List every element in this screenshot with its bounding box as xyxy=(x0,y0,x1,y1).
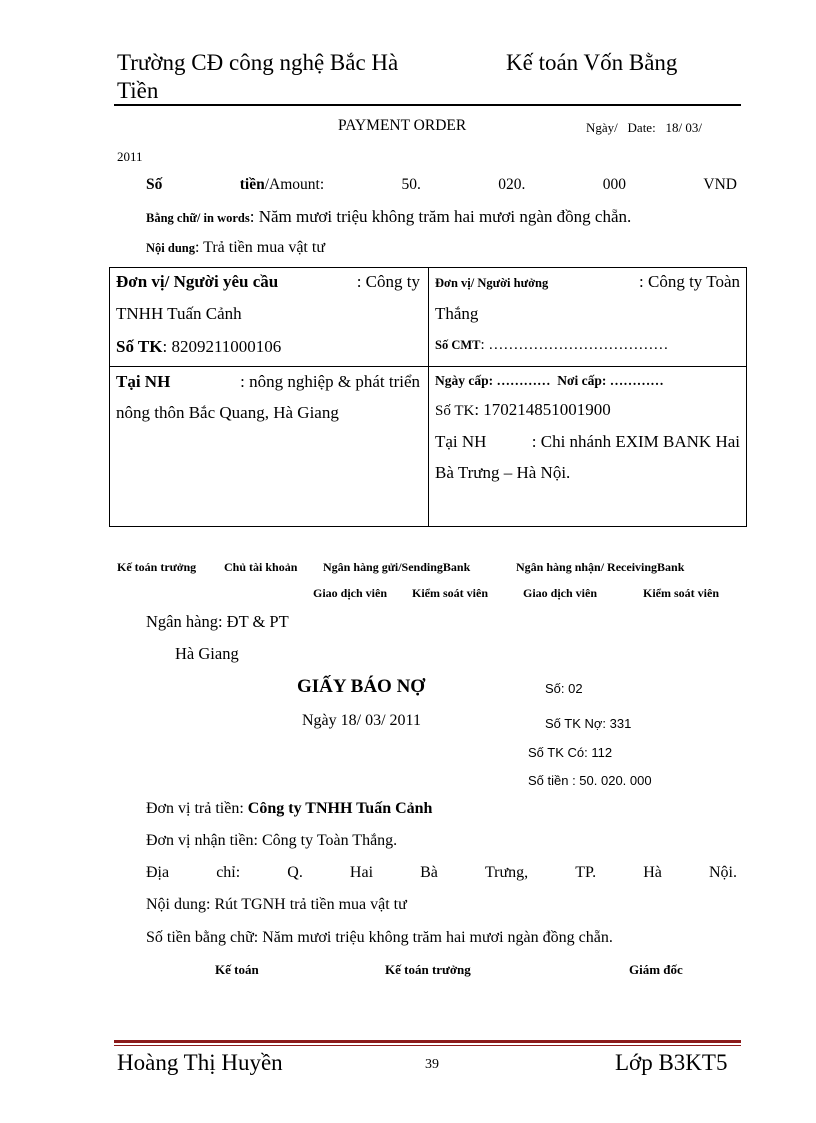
payer-value: : Công ty xyxy=(356,272,420,291)
date-label: Ngày/ xyxy=(586,120,618,135)
debit-note-number: Số: 02 xyxy=(545,681,583,696)
signer-accountant: Kế toán xyxy=(215,962,259,977)
page-number: 39 xyxy=(425,1057,439,1072)
issue-place-value: : ………… xyxy=(601,373,664,388)
debit-amount-words: Số tiền bằng chữ: Năm mươi triệu không trăm hai mươi ngàn đồng chẵn. xyxy=(146,929,613,946)
signer-director: Giám đốc xyxy=(629,962,683,977)
payee-id-value: : ……………………………… xyxy=(480,337,669,353)
sig-chief-accountant: Kế toán trưởng xyxy=(117,560,197,574)
address-word: chỉ: xyxy=(216,864,241,881)
payer-bank-name: nông thôn Bắc Quang, Hà Giang xyxy=(116,403,339,422)
sig-account-holder: Chủ tài khoản xyxy=(224,560,298,574)
debit-bank: Ngân hàng: ĐT & PT xyxy=(146,612,289,631)
amount-part: 020. xyxy=(498,176,526,193)
address-word: Hai xyxy=(349,864,374,881)
address-word: Địa xyxy=(146,864,170,881)
content-value: : Trả tiền mua vật tư xyxy=(194,239,325,256)
date-year: 2011 xyxy=(117,149,143,164)
amount-currency: VND xyxy=(703,176,737,193)
footer-rule-thick xyxy=(114,1040,741,1043)
payer-account-label: Số TK xyxy=(116,337,163,356)
payer-account xyxy=(116,337,281,357)
address-word: Trưng, xyxy=(484,864,529,881)
payment-content xyxy=(146,239,325,257)
payment-order-title: PAYMENT ORDER xyxy=(338,117,467,134)
amount-label-vn: Số xyxy=(146,176,163,193)
debit-bank-location: Hà Giang xyxy=(175,644,239,663)
payer-label: Đơn vị/ Người yêu cầu xyxy=(116,272,279,291)
payer-account-value: : 8209211000106 xyxy=(162,337,282,356)
debit-amount: Số tiền : 50. 020. 000 xyxy=(528,773,652,788)
footer-rule-thin xyxy=(114,1045,741,1046)
amount-in-words xyxy=(146,207,631,227)
header-department: Kế toán Vốn Bằng xyxy=(506,50,678,75)
debit-payer-label: Đơn vị trả tiền: xyxy=(146,800,244,817)
payee-account xyxy=(435,400,611,420)
content-label: Nội dung xyxy=(146,241,195,255)
sig-controller-1: Kiểm soát viên xyxy=(412,586,488,600)
payer-name: TNHH Tuấn Cảnh xyxy=(116,304,242,323)
debit-content: Nội dung: Rút TGNH trả tiền mua vật tư xyxy=(146,896,407,913)
date-label-en: Date: xyxy=(627,120,656,135)
payee-bank-name: Bà Trưng – Hà Nội. xyxy=(435,463,571,482)
payee-account-value: : 170214851001900 xyxy=(474,400,611,419)
issue-date-value: : ………… xyxy=(488,373,551,388)
date-day: 18/ xyxy=(665,120,683,135)
payee-name: Thắng xyxy=(435,304,479,323)
footer-author: Hoàng Thị Huyền xyxy=(117,1050,283,1075)
credit-account: Số TK Có: 112 xyxy=(528,745,613,760)
header-rule xyxy=(114,104,741,106)
sig-controller-2: Kiểm soát viên xyxy=(643,586,719,600)
payer-line xyxy=(116,272,420,292)
debit-note-title: GIẤY BÁO NỢ xyxy=(297,676,426,697)
address-word: Q. xyxy=(287,864,303,881)
header-school-continued: Tiền xyxy=(117,78,159,103)
debit-payer-value: Công ty TNHH Tuấn Cảnh xyxy=(247,800,433,817)
address-word: Nội. xyxy=(708,864,737,881)
payee-value: : Công ty Toàn xyxy=(639,272,740,291)
amount-label-mid: tiền xyxy=(239,176,265,193)
amount-part: 50. xyxy=(401,176,421,193)
words-label: Bằng chữ/ in words xyxy=(146,211,250,225)
sig-teller-1: Giao dịch viên xyxy=(313,586,388,600)
payee-label: Đơn vị/ Người hưởng xyxy=(435,276,549,290)
amount-line xyxy=(146,176,737,194)
payee-account-label: Số TK xyxy=(435,403,475,419)
payer-bank-label: Tại NH xyxy=(116,372,171,391)
payee-bank-line xyxy=(435,432,740,452)
address-word: TP. xyxy=(575,864,597,881)
debit-payer xyxy=(146,800,432,818)
words-value: : Năm mươi triệu không trăm hai mươi ngàn đồng chẵn. xyxy=(249,207,632,226)
payer-bank-value: : nông nghiệp & phát triển xyxy=(240,372,420,391)
debit-note-date: Ngày 18/ 03/ 2011 xyxy=(302,712,421,729)
payee-id xyxy=(435,337,668,354)
sig-receiving-bank: Ngân hàng nhận/ ReceivingBank xyxy=(516,560,685,574)
issue-info xyxy=(435,373,664,389)
payee-bank-value: : Chi nhánh EXIM BANK Hai xyxy=(531,432,740,451)
sig-sending-bank: Ngân hàng gửi/SendingBank xyxy=(323,560,471,574)
amount-label xyxy=(240,176,324,194)
payee-line xyxy=(435,272,740,292)
footer-class: Lớp B3KT5 xyxy=(615,1050,728,1075)
date-month: 03/ xyxy=(685,120,702,135)
issue-place-label: Nơi cấp xyxy=(557,373,602,388)
payee-label-wrap xyxy=(435,272,548,292)
signer-chief-accountant: Kế toán trưởng xyxy=(385,962,471,977)
address-word: Bà xyxy=(420,864,438,881)
debit-account: Số TK Nợ: 331 xyxy=(545,716,632,731)
debit-receiver: Đơn vị nhận tiền: Công ty Toàn Thắng. xyxy=(146,832,398,849)
payee-bank-label: Tại NH xyxy=(435,432,487,451)
amount-label-en: /Amount: xyxy=(264,176,325,193)
header-school: Trường CĐ công nghệ Bắc Hà xyxy=(117,50,399,75)
payee-id-label: Số CMT xyxy=(435,338,481,352)
sig-teller-2: Giao dịch viên xyxy=(523,586,598,600)
payment-order-date xyxy=(586,120,702,136)
debit-address xyxy=(146,864,737,882)
address-word: Hà xyxy=(643,864,662,881)
amount-part: 000 xyxy=(602,176,627,193)
issue-date-label: Ngày cấp xyxy=(435,373,489,388)
payer-bank-line xyxy=(116,372,420,392)
